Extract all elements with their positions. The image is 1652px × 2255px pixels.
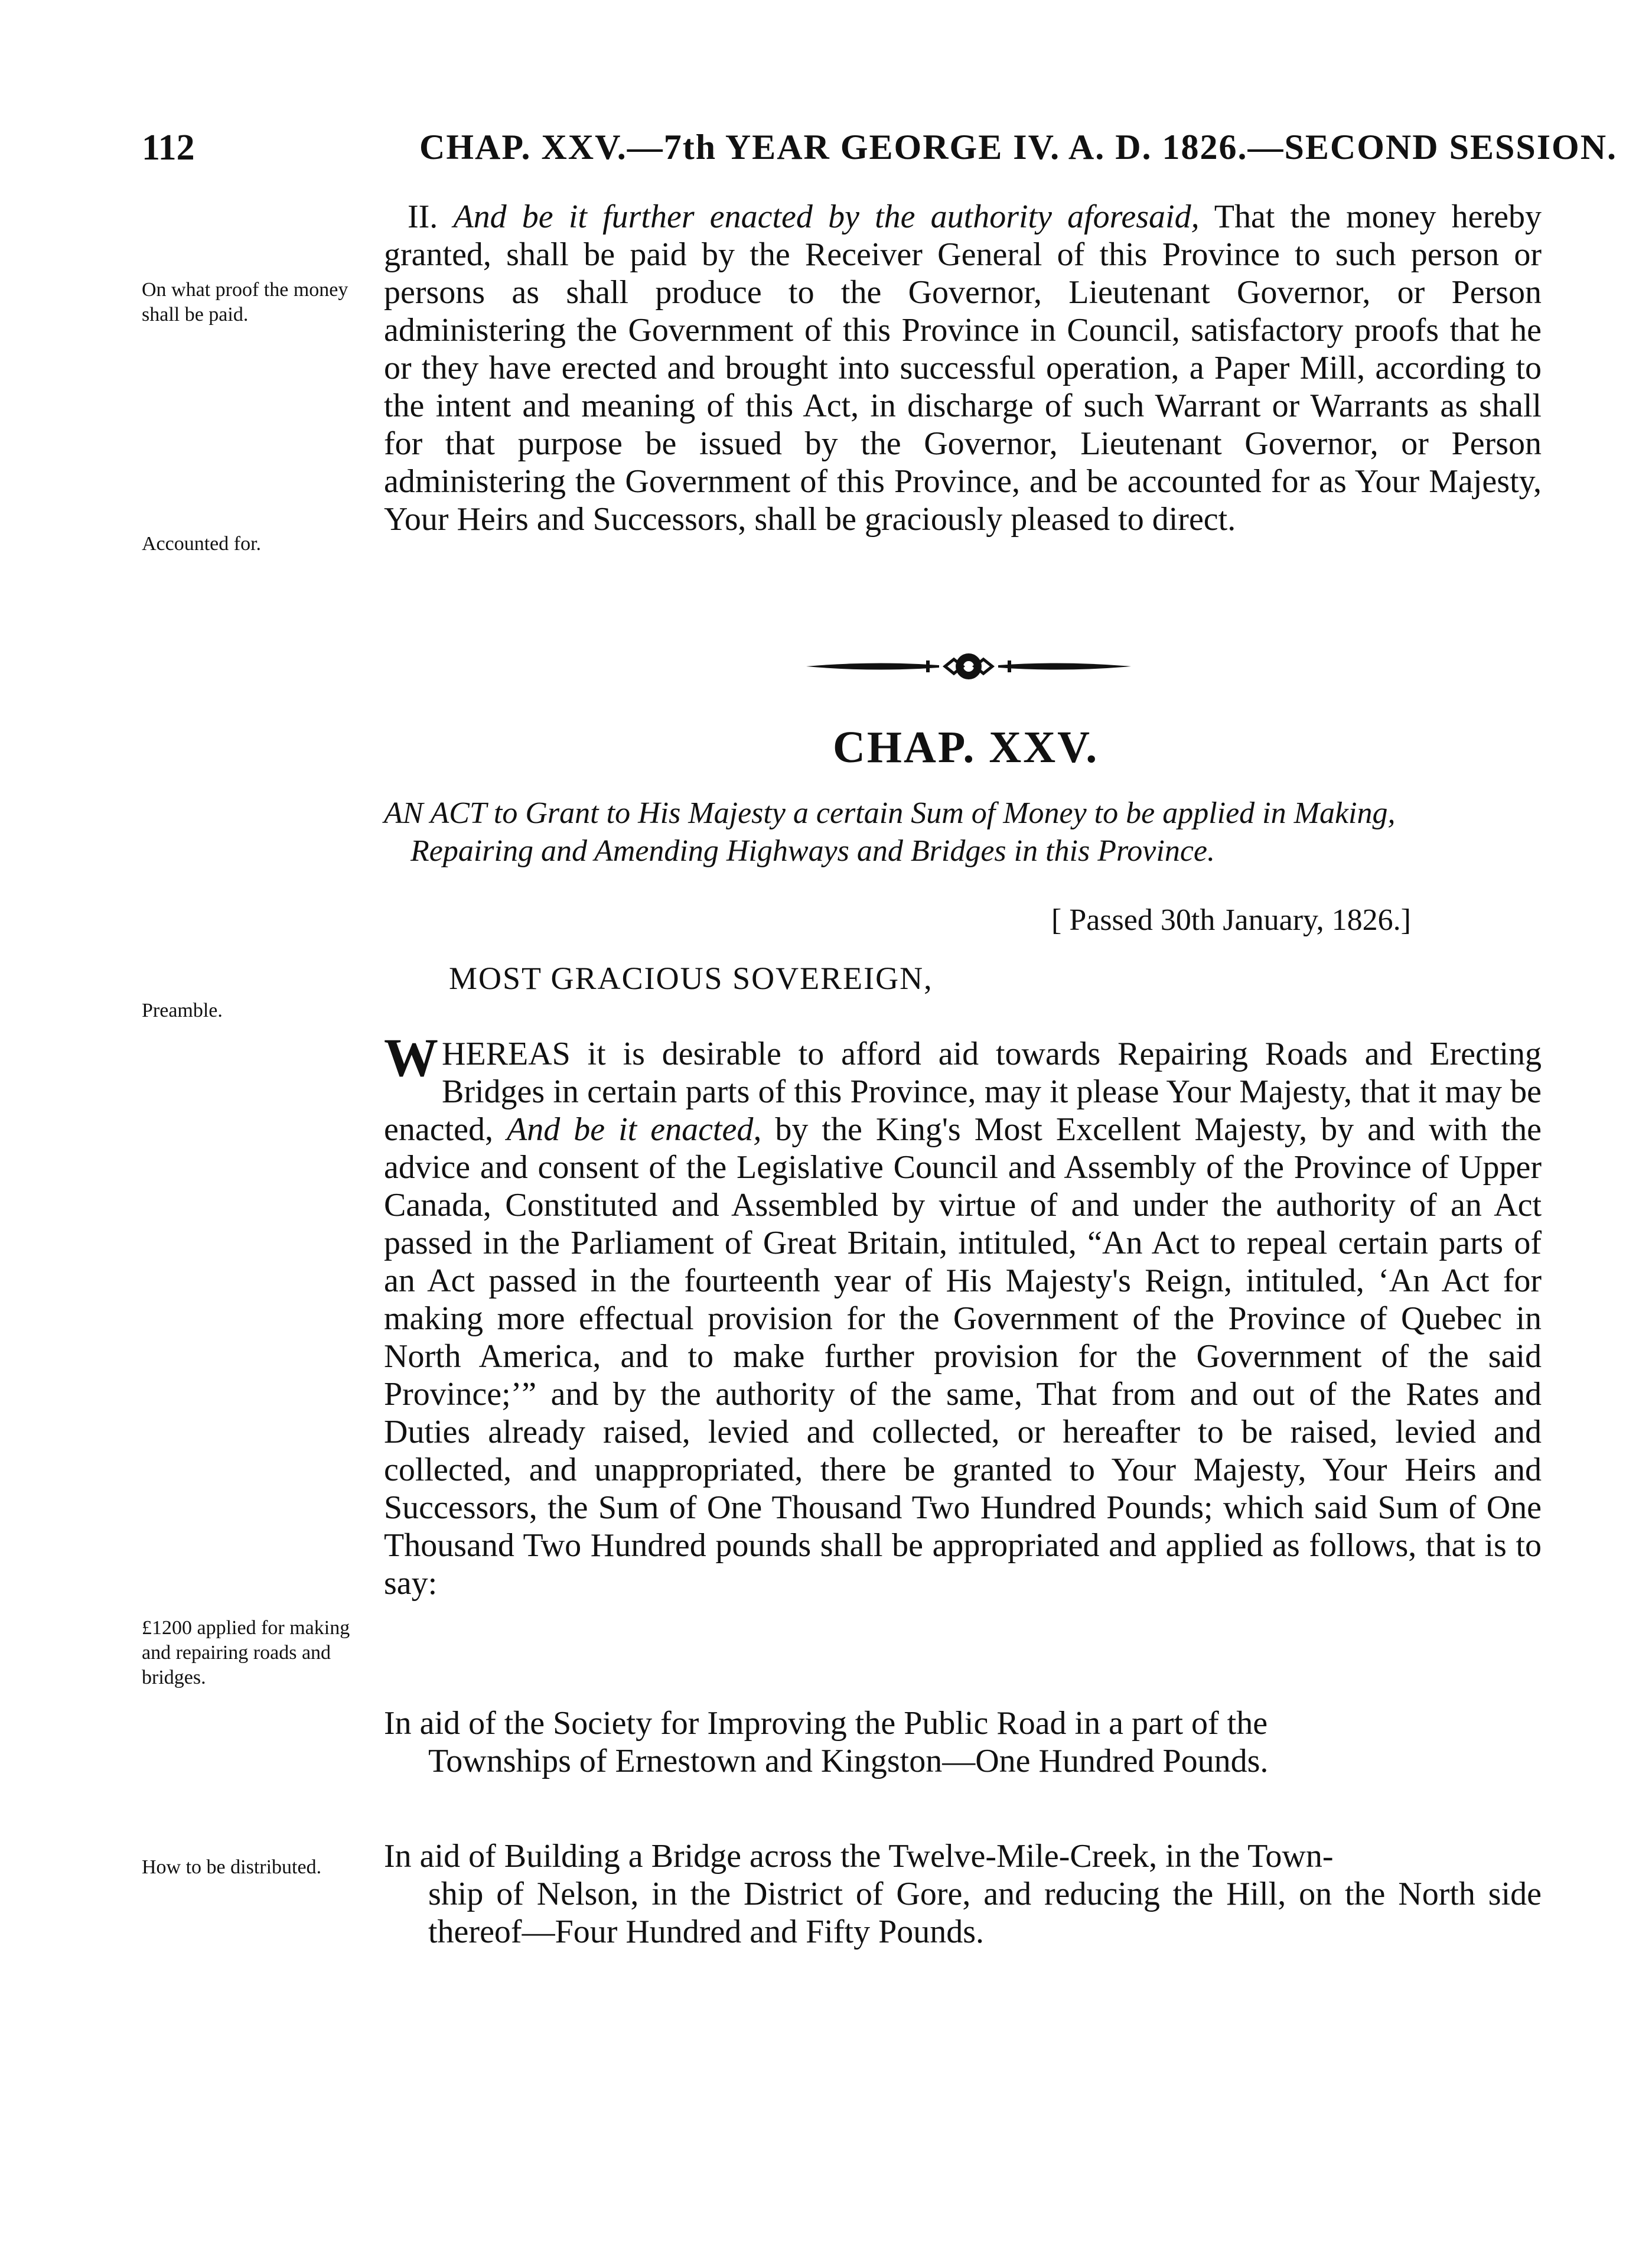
- drop-cap: W: [384, 1027, 438, 1088]
- appropriation-item-line: In aid of the Society for Improving the Public Road in a part of the: [384, 1705, 1268, 1742]
- appropriation-item-continuation: Townships of Ernestown and Kingston—One Hundred Pounds.: [428, 1743, 1269, 1779]
- section-2-number: II.: [408, 199, 438, 235]
- margin-note-distributed: How to be distributed.: [142, 1856, 322, 1878]
- appropriation-item: [384, 1704, 1542, 1780]
- act-title-line-2: Repairing and Amending Highways and Bridges in this Province.: [410, 834, 1215, 868]
- section-2: [384, 198, 1542, 538]
- section-2-enact-phrase: And be it further enacted by the authority aforesaid,: [453, 199, 1200, 235]
- act-title: [384, 795, 1542, 870]
- page-number: 112: [142, 128, 195, 168]
- act-title-line-1: AN ACT to Grant to His Majesty a certain Sum of Money to be applied in Making,: [384, 796, 1396, 830]
- appropriation-item-continuation: ship of Nelson, in the District of Gore, and reducing the Hill, on the North side thereof—Four Hundred and Fifty Pounds.: [428, 1876, 1542, 1950]
- section-2-text: That the money hereby granted, shall be paid by the Receiver General of this Province to such person or persons as shall produce to the Governor, Lieutenant Governor, or Person administering the Government of this Province in Council, satisfactory proofs that he or they have erected and brought into successful operation, a Paper Mill, according to the intent and meaning of this Act, in discharge of such Warrant or Warrants as shall for that purpose be issued by the Governor, Lieutenant Governor, or Person administering the Government of this Province, and be accounted for as Your Majesty, Your Heirs and Successors, shall be graciously pleased to direct.: [384, 199, 1542, 538]
- ornamental-rule: [803, 649, 1134, 684]
- page-header: [142, 127, 1618, 180]
- margin-note-preamble: Preamble.: [142, 1000, 223, 1021]
- margin-note-accounted: Accounted for.: [142, 533, 262, 555]
- preamble-part-2: by the King's Most Excellent Majesty, by and with the advice and consent of the Legislative Council and Assembly of the Province of Upper Canada, Constituted and Assembled by virtue of and under the authority of an Act passed in the Parliament of Great Britain, intituled, “An Act to repeal certain parts of an Act passed in the fourteenth year of His Majesty's Reign, intituled, ‘An Act for making more effectual provision for the Government of the Province of Quebec in North America, and to make further provision for the Government of the said Province;’” and by the authority of the same, That from and out of the Rates and Duties already raised, levied and collected, or hereafter to be raised, levied and collected, and unappropriated, there be granted to Your Majesty, Your Heirs and Successors, the Sum of One Thousand Two Hundred Pounds; which said Sum of One Thousand Two Hundred pounds shall be appropriated and applied as follows, that is to say:: [384, 1111, 1542, 1602]
- running-head: CHAP. XXV.—7th YEAR GEORGE IV. A. D. 1826.—SECOND SESSION.: [419, 128, 1618, 167]
- margin-note-proof: On what proof the money shall be paid.: [142, 279, 348, 326]
- margin-note-applied: £1200 applied for making and repairing roads and bridges.: [142, 1617, 350, 1688]
- preamble-enact-phrase: And be it enacted,: [507, 1111, 762, 1148]
- preamble-part-1: HEREAS it is desirable to afford aid towards Repairing Roads and Erecting Bridges in certain parts of this Province, may it please Your Majesty, that it may be enacted,: [384, 1036, 1542, 1148]
- passed-date: [ Passed 30th January, 1826.]: [1051, 903, 1411, 937]
- preamble-text: [384, 1027, 1542, 1602]
- appropriation-item-line: In aid of Building a Bridge across the Twelve-Mile-Creek, in the Town-: [384, 1838, 1334, 1875]
- chapter-title: CHAP. XXV.: [833, 723, 1099, 772]
- salutation: MOST GRACIOUS SOVEREIGN,: [449, 961, 933, 996]
- appropriation-item: [384, 1837, 1542, 1951]
